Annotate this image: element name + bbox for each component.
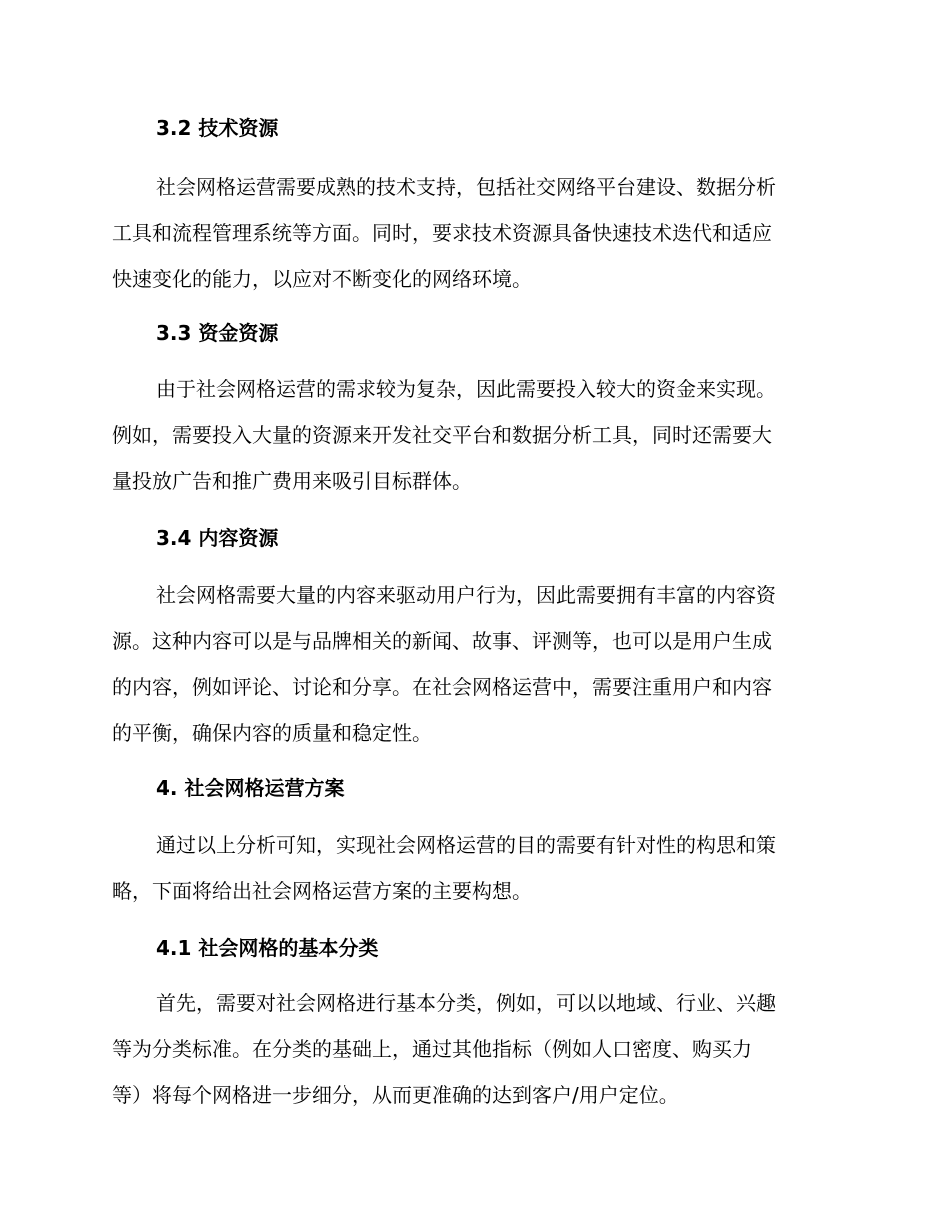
paragraph-line: 的平衡，确保内容的质量和稳定性。 bbox=[112, 721, 432, 745]
paragraph-line: 通过以上分析可知，实现社会网格运营的目的需要有针对性的构思和策 bbox=[156, 833, 776, 857]
section-heading-3-4: 3.4 内容资源 bbox=[156, 526, 279, 550]
paragraph-line: 等）将每个网格进一步细分，从而更准确的达到客户/用户定位。 bbox=[112, 1083, 679, 1107]
paragraph-line: 的内容，例如评论、讨论和分享。在社会网格运营中，需要注重用户和内容 bbox=[112, 675, 772, 699]
section-heading-3-2: 3.2 技术资源 bbox=[156, 116, 279, 140]
paragraph-line: 工具和流程管理系统等方面。同时，要求技术资源具备快速技术迭代和适应 bbox=[112, 221, 772, 245]
section-paragraph-4 bbox=[112, 822, 832, 914]
paragraph-line: 略，下面将给出社会网格运营方案的主要构想。 bbox=[112, 879, 532, 903]
paragraph-line: 首先，需要对社会网格进行基本分类，例如，可以以地域、行业、兴趣 bbox=[156, 991, 776, 1015]
paragraph-line: 快速变化的能力，以应对不断变化的网络环境。 bbox=[112, 267, 532, 291]
section-paragraph-4-1 bbox=[112, 980, 832, 1118]
section-paragraph-3-4 bbox=[112, 572, 832, 756]
paragraph-line: 源。这种内容可以是与品牌相关的新闻、故事、评测等，也可以是用户生成 bbox=[112, 629, 772, 653]
paragraph-line: 例如，需要投入大量的资源来开发社交平台和数据分析工具，同时还需要大 bbox=[112, 423, 772, 447]
paragraph-line: 社会网格运营需要成熟的技术支持，包括社交网络平台建设、数据分析 bbox=[156, 175, 776, 199]
section-paragraph-3-3 bbox=[112, 366, 832, 504]
section-heading-4-1: 4.1 社会网格的基本分类 bbox=[156, 936, 379, 960]
section-paragraph-3-2 bbox=[112, 164, 832, 302]
paragraph-line: 量投放广告和推广费用来吸引目标群体。 bbox=[112, 469, 472, 493]
section-heading-3-3: 3.3 资金资源 bbox=[156, 321, 279, 345]
paragraph-line: 社会网格需要大量的内容来驱动用户行为，因此需要拥有丰富的内容资 bbox=[156, 583, 776, 607]
section-heading-4: 4. 社会网格运营方案 bbox=[156, 776, 345, 800]
paragraph-line: 等为分类标准。在分类的基础上，通过其他指标（例如人口密度、购买力 bbox=[112, 1037, 752, 1061]
paragraph-line: 由于社会网格运营的需求较为复杂，因此需要投入较大的资金来实现。 bbox=[156, 377, 776, 401]
